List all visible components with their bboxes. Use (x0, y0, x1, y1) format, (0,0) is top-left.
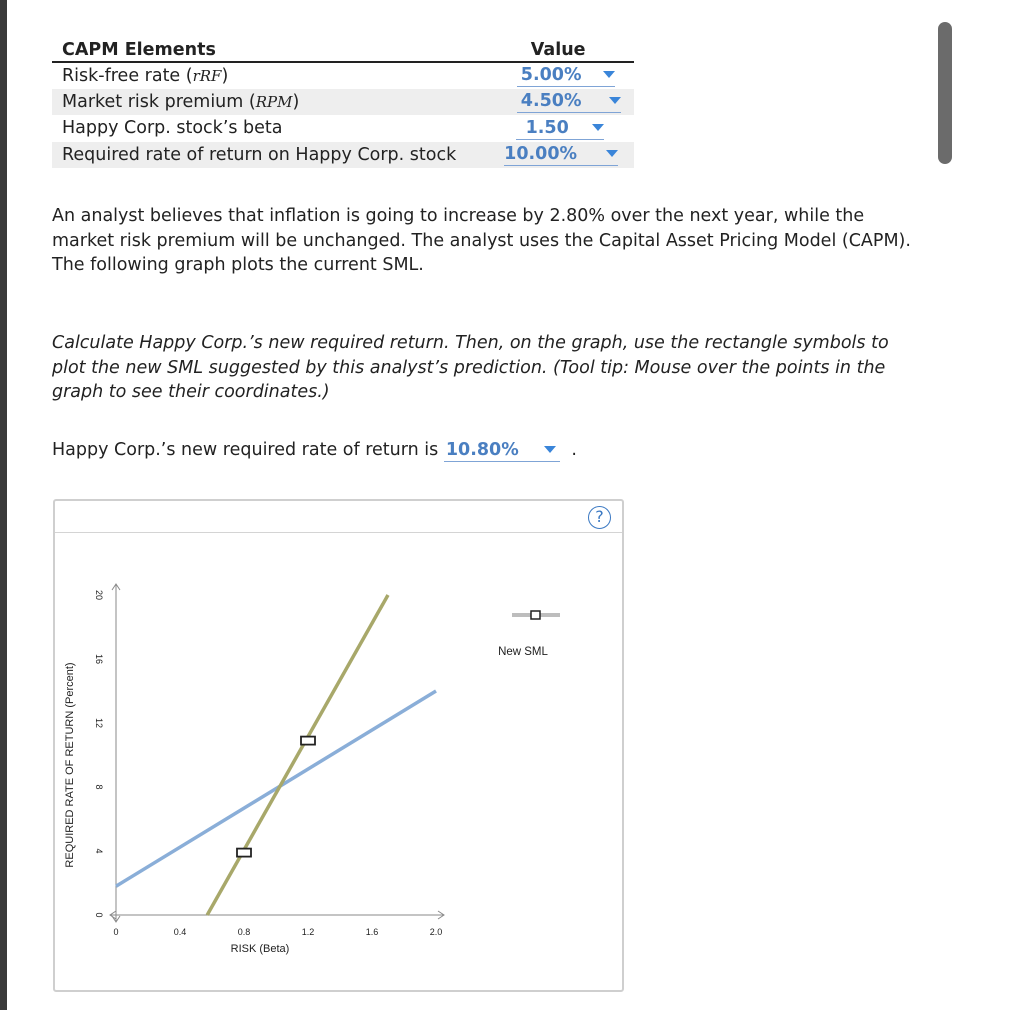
instruction-paragraph: Calculate Happy Corp.’s new required return. Then, on the graph, use the rectangle symbols to plot the new SML suggested by this analyst’s prediction. (Tool tip: Mouse over the points in the graph to see their coordinates.) (52, 333, 889, 402)
table-row (52, 115, 634, 142)
row-label-required-return: Required rate of return on Happy Corp. stock (52, 142, 482, 169)
analyst-paragraph: An analyst believes that inflation is going to increase by 2.80% over the next year, while the market risk premium will be unchanged. The analyst uses the Capital Asset Pricing Model (CAPM). The following graph plots the current SML. (52, 206, 911, 275)
risk-free-rate-dropdown[interactable]: 5.00% (517, 64, 615, 87)
y-tick-label: 0 (94, 912, 104, 918)
x-tick-label: 2.0 (429, 927, 443, 937)
header-value: Value (482, 38, 634, 62)
x-tick-label: 0.8 (237, 927, 251, 937)
chevron-down-icon (603, 71, 615, 78)
table-row (52, 142, 634, 169)
new-sml-point-2[interactable] (301, 737, 315, 745)
required-return-dropdown[interactable]: 10.00% (504, 143, 618, 166)
legend-label: New SML (498, 646, 548, 658)
legend (498, 611, 560, 658)
chart-axes (110, 584, 444, 922)
table-row (52, 62, 634, 89)
chevron-down-icon (606, 150, 618, 157)
scrollbar-thumb[interactable] (938, 22, 952, 164)
header-capm-elements: CAPM Elements (52, 38, 482, 62)
x-tick-label: 0 (113, 927, 119, 937)
chevron-down-icon (544, 446, 556, 453)
chevron-down-icon (592, 124, 604, 131)
beta-dropdown[interactable]: 1.50 (516, 117, 604, 140)
row-label-beta: Happy Corp. stock’s beta (62, 118, 283, 139)
sml-chart (55, 534, 622, 991)
y-tick-label: 8 (94, 784, 104, 790)
chart-lines (116, 595, 436, 915)
x-tick-label: 1.2 (301, 927, 315, 937)
capm-table (52, 38, 634, 168)
market-risk-premium-dropdown[interactable]: 4.50% (517, 90, 621, 113)
answer-line: Happy Corp.’s new required rate of return is 10.80% . (52, 440, 577, 460)
y-tick-label: 4 (94, 848, 104, 854)
y-tick-label: 12 (94, 717, 104, 729)
table-row (52, 89, 634, 116)
x-axis-label: RISK (Beta) (230, 943, 290, 955)
x-tick-label: 0.4 (173, 927, 187, 937)
x-tick-label: 1.6 (365, 927, 379, 937)
row-label-risk-free: Risk-free rate (rRF) (62, 65, 229, 86)
y-tick-label: 20 (94, 589, 104, 601)
left-window-edge (0, 0, 7, 1010)
row-label-market-risk-premium: Market risk premium (RPM) (52, 89, 482, 116)
y-tick-label: 16 (94, 653, 104, 665)
current-sml-line (116, 691, 436, 886)
legend-rectangle-symbol[interactable] (531, 611, 540, 619)
new-sml-point-1[interactable] (237, 849, 251, 857)
new-sml-line (207, 595, 388, 915)
graph-panel (53, 499, 624, 992)
help-icon[interactable]: ? (588, 506, 611, 529)
chevron-down-icon (609, 97, 621, 104)
new-required-return-dropdown[interactable]: 10.80% (444, 439, 560, 462)
y-axis-label: REQUIRED RATE OF RETURN (Percent) (64, 662, 76, 868)
chart-ticks (94, 590, 442, 937)
graph-header (55, 501, 622, 533)
